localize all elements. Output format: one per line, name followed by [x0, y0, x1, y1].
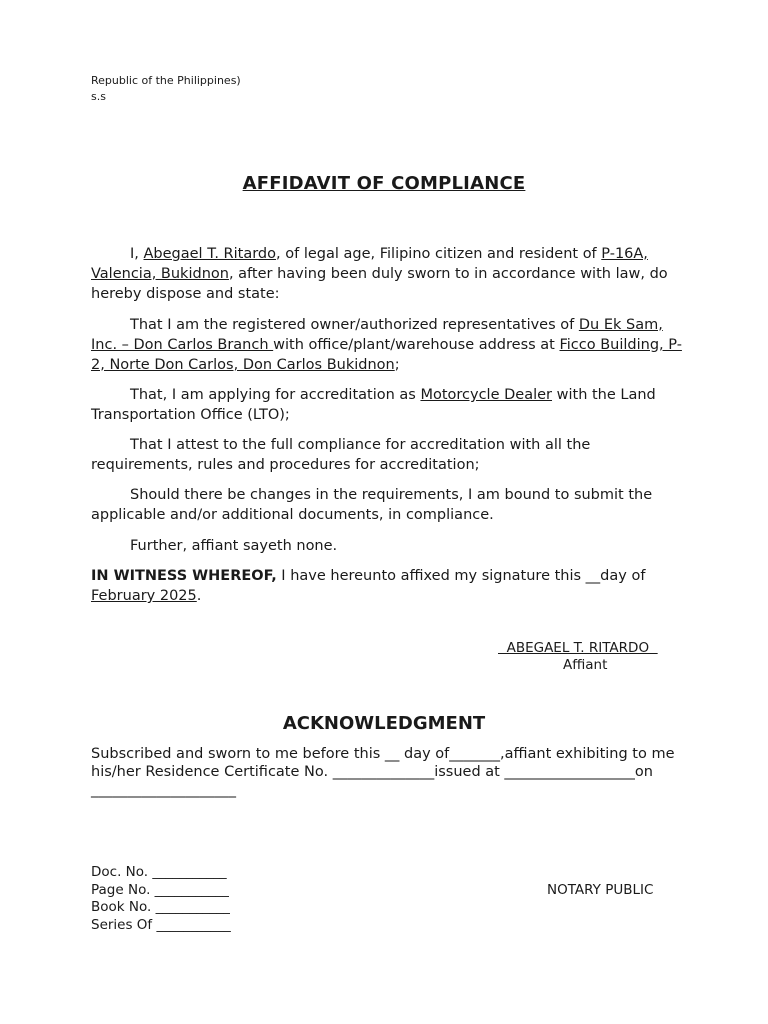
witness-date: February 2025	[91, 588, 197, 604]
witness-paragraph	[91, 566, 691, 606]
para2-text-1: That, I am applying for accreditation as	[130, 387, 421, 403]
notary-public-label: NOTARY PUBLIC	[547, 882, 654, 898]
acknowledgment-text: Subscribed and sworn to me before this __ day of_______,affiant exhibiting to me his/her Residence Certificate No. ______________issued at __________________on ____________________	[91, 746, 675, 798]
venue-line-1: Republic of the Philippines)	[91, 74, 241, 87]
page-number: Page No. ___________	[91, 881, 229, 898]
paragraph-owner	[91, 315, 691, 375]
signature-role: Affiant	[563, 657, 608, 673]
intro-paragraph	[91, 244, 691, 304]
intro-text-3: , after having been duly sworn to in accordance with law, do hereby dispose and state:	[91, 266, 668, 302]
paragraph-compliance: That I attest to the full compliance for accreditation with all the requirements, rules and procedures for accreditation;	[91, 437, 591, 473]
doc-number: Doc. No. ___________	[91, 864, 227, 880]
book-number: Book No. ___________	[91, 899, 230, 915]
doc-fields	[91, 864, 231, 934]
accreditation-role: Motorcycle Dealer	[420, 387, 553, 403]
para2-text-2: with the Land Transportation Office (LTO);	[91, 387, 656, 423]
affiant-name: Abegael T. Ritardo	[143, 246, 277, 262]
witness-text-2: .	[196, 588, 202, 604]
series-number: Series Of ___________	[91, 916, 231, 933]
affiant-address: P-16A, Valencia, Bukidnon	[91, 246, 648, 282]
intro-text-1: I,	[130, 246, 144, 262]
signature-name: ABEGAEL T. RITARDO	[498, 640, 658, 656]
office-address: Ficco Building, P-2, Norte Don Carlos, Don Carlos Bukidnon	[91, 337, 682, 373]
paragraph-accreditation	[91, 385, 691, 425]
para1-text-1: That I am the registered owner/authorized representatives of	[130, 317, 579, 333]
witness-heading: IN WITNESS WHEREOF,	[91, 568, 277, 584]
witness-text-1: I have hereunto affixed my signature this __day of	[276, 568, 646, 584]
intro-text-2: , of legal age, Filipino citizen and resident of	[276, 246, 602, 262]
document-title: AFFIDAVIT OF COMPLIANCE	[242, 173, 526, 194]
acknowledgment-title: ACKNOWLEDGMENT	[282, 713, 486, 734]
paragraph-further: Further, affiant sayeth none.	[130, 538, 338, 554]
paragraph-changes: Should there be changes in the requirements, I am bound to submit the applicable and/or additional documents, in compliance.	[91, 487, 653, 523]
venue-block	[91, 73, 241, 105]
para1-text-3: ;	[394, 357, 400, 373]
company-name: Du Ek Sam, Inc. – Don Carlos Branch	[91, 317, 663, 353]
para1-text-2: with office/plant/warehouse address at	[273, 337, 560, 353]
venue-line-2: s.s	[91, 90, 106, 103]
